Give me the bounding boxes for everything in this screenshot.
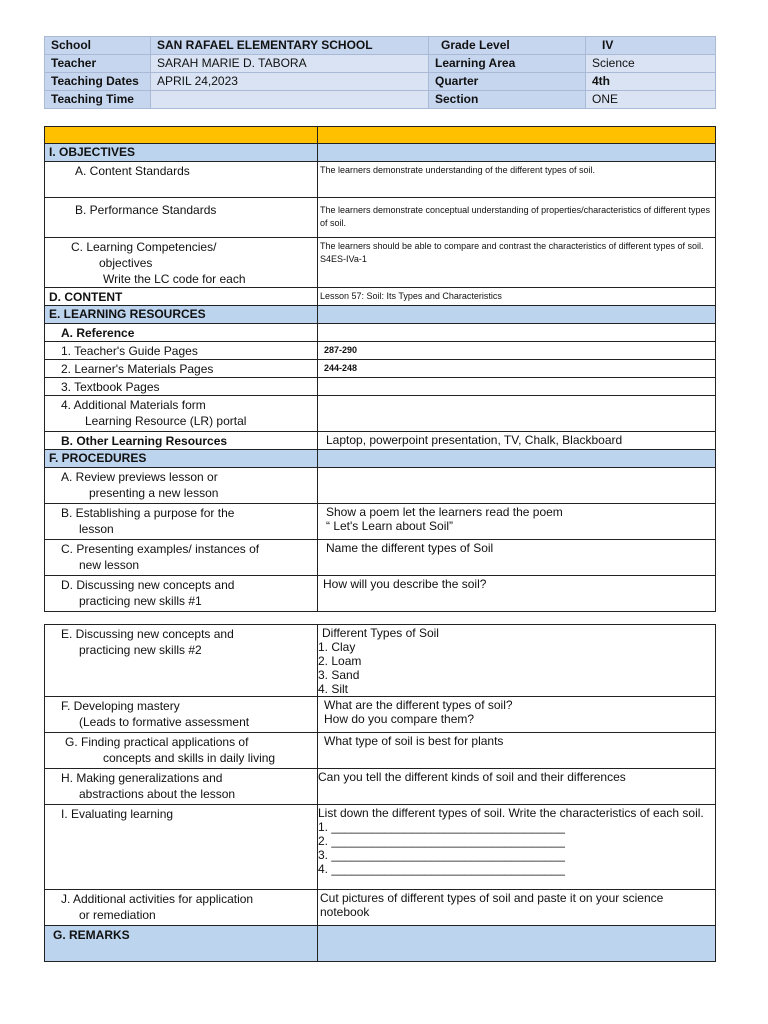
procedure-e-label xyxy=(45,625,318,697)
teacher-value: SARAH MARIE D. TABORA xyxy=(151,55,429,73)
procedure-f-row xyxy=(45,697,716,733)
procedure-j-line-1: J. Additional activities for application xyxy=(61,892,254,906)
learners-materials-value: 244-248 xyxy=(318,360,716,378)
learners-materials-label: 2. Learner's Materials Pages xyxy=(45,360,318,378)
procedure-b-value xyxy=(318,504,716,540)
procedure-g-row xyxy=(45,733,716,769)
soil-type-item: 1. Clay xyxy=(318,640,356,654)
header-row-school xyxy=(45,37,716,55)
content-value: Lesson 57: Soil: Its Types and Characteristics xyxy=(318,288,716,306)
procedure-e-line-1: E. Discussing new concepts and xyxy=(61,627,234,641)
learning-competencies-row xyxy=(45,238,716,288)
content-standards-label: A. Content Standards xyxy=(45,162,318,198)
additional-materials-row xyxy=(45,396,716,432)
evaluation-instruction: List down the different types of soil. Write the characteristics of each soil. xyxy=(318,806,704,820)
procedure-f-value-line-2: How do you compare them? xyxy=(324,712,475,726)
procedure-e-value xyxy=(318,625,716,697)
teaching-time-label: Teaching Time xyxy=(45,91,151,109)
textbook-value xyxy=(318,378,716,396)
am-label-line-1: 4. Additional Materials form xyxy=(61,398,206,412)
procedure-b-line-1: B. Establishing a purpose for the xyxy=(61,506,235,520)
procedures-row xyxy=(45,450,716,468)
content-standards-row xyxy=(45,162,716,198)
header-row-teacher xyxy=(45,55,716,73)
remarks-label: G. REMARKS xyxy=(45,926,318,962)
procedure-f-value-line-1: What are the different types of soil? xyxy=(324,698,513,712)
procedure-j-line-2: or remediation xyxy=(79,908,156,922)
lc-label-line-2: objectives xyxy=(99,256,153,270)
procedure-c-row xyxy=(45,540,716,576)
teacher-label: Teacher xyxy=(45,55,151,73)
procedure-j-value: Cut pictures of different types of soil and paste it on your science notebook xyxy=(318,890,716,926)
content-label: D. CONTENT xyxy=(45,288,318,306)
evaluation-blank-line: 2. ___________________________________ xyxy=(318,834,565,848)
procedure-b-value-line-1: Show a poem let the learners read the poem xyxy=(326,505,563,519)
procedure-g-label xyxy=(45,733,318,769)
quarter-value: 4th xyxy=(586,73,716,91)
teaching-dates-label: Teaching Dates xyxy=(45,73,151,91)
procedure-h-row xyxy=(45,769,716,805)
procedure-f-line-1: F. Developing mastery xyxy=(61,699,180,713)
lc-label-line-1: C. Learning Competencies/ xyxy=(71,240,217,254)
procedure-d-label xyxy=(45,576,318,612)
learning-area-value: Science xyxy=(586,55,716,73)
content-standards-value: The learners demonstrate understanding of the different types of soil. xyxy=(318,162,716,198)
teachers-guide-value: 287-290 xyxy=(318,342,716,360)
evaluation-blank-line: 1. ___________________________________ xyxy=(318,820,565,834)
grade-level-value: IV xyxy=(586,37,716,55)
procedure-h-label xyxy=(45,769,318,805)
section-label: Section xyxy=(429,91,586,109)
procedure-g-line-1: G. Finding practical applications of xyxy=(65,735,249,749)
procedure-a-row xyxy=(45,468,716,504)
learners-materials-row xyxy=(45,360,716,378)
learning-competencies-value: The learners should be able to compare and contrast the characteristics of different types of soil. S4ES-IVa-1 xyxy=(318,238,716,288)
procedure-d-row xyxy=(45,576,716,612)
procedure-c-value: Name the different types of Soil xyxy=(318,540,716,576)
procedure-a-line-1: A. Review previews lesson or xyxy=(61,470,218,484)
procedure-a-line-2: presenting a new lesson xyxy=(89,486,219,500)
procedure-b-row xyxy=(45,504,716,540)
school-value: SAN RAFAEL ELEMENTARY SCHOOL xyxy=(151,37,429,55)
am-label-line-2: Learning Resource (LR) portal xyxy=(85,414,247,428)
procedure-e-line-2: practicing new skills #2 xyxy=(79,643,202,657)
procedure-c-line-1: C. Presenting examples/ instances of xyxy=(61,542,260,556)
procedure-d-line-2: practicing new skills #1 xyxy=(79,594,202,608)
evaluation-blank-line: 3. ___________________________________ xyxy=(318,848,565,862)
learning-resources-row xyxy=(45,306,716,324)
lesson-plan-table-1 xyxy=(44,126,716,612)
procedure-h-value: Can you tell the different kinds of soil and their differences xyxy=(318,769,716,805)
textbook-row xyxy=(45,378,716,396)
grade-level-label: Grade Level xyxy=(429,37,586,55)
textbook-label: 3. Textbook Pages xyxy=(45,378,318,396)
procedure-i-label: I. Evaluating learning xyxy=(45,805,318,890)
reference-row xyxy=(45,324,716,342)
content-row xyxy=(45,288,716,306)
procedure-b-line-2: lesson xyxy=(79,522,114,536)
procedure-g-line-2: concepts and skills in daily living xyxy=(103,751,276,765)
procedure-j-label xyxy=(45,890,318,926)
procedure-b-label xyxy=(45,504,318,540)
procedure-i-value xyxy=(318,805,716,890)
reference-label: A. Reference xyxy=(45,324,318,342)
soil-type-item: 4. Silt xyxy=(318,682,349,696)
procedure-d-line-1: D. Discussing new concepts and xyxy=(61,578,235,592)
other-resources-label: B. Other Learning Resources xyxy=(45,432,318,450)
learning-resources-title: E. LEARNING RESOURCES xyxy=(45,306,318,324)
evaluation-blank-line: 4. ___________________________________ xyxy=(318,862,565,876)
school-label: School xyxy=(45,37,151,55)
procedures-title: F. PROCEDURES xyxy=(45,450,318,468)
procedure-d-value: How will you describe the soil? xyxy=(318,576,716,612)
procedure-h-line-1: H. Making generalizations and xyxy=(61,771,223,785)
learning-area-label: Learning Area xyxy=(429,55,586,73)
performance-standards-row xyxy=(45,198,716,238)
gold-header-row xyxy=(45,127,716,144)
procedure-i-row xyxy=(45,805,716,890)
remarks-row xyxy=(45,926,716,962)
section-value: ONE xyxy=(586,91,716,109)
teachers-guide-label: 1. Teacher's Guide Pages xyxy=(45,342,318,360)
teaching-dates-value: APRIL 24,2023 xyxy=(151,73,429,91)
procedure-f-line-2: (Leads to formative assessment xyxy=(79,715,250,729)
soil-types-title: Different Types of Soil xyxy=(322,626,439,640)
quarter-label: Quarter xyxy=(429,73,586,91)
header-row-time xyxy=(45,91,716,109)
objectives-row xyxy=(45,144,716,162)
procedure-a-value xyxy=(318,468,716,504)
procedure-f-label xyxy=(45,697,318,733)
soil-type-item: 2. Loam xyxy=(318,654,362,668)
header-row-dates xyxy=(45,73,716,91)
procedure-g-value: What type of soil is best for plants xyxy=(318,733,716,769)
soil-type-item: 3. Sand xyxy=(318,668,360,682)
procedure-e-row xyxy=(45,625,716,697)
procedure-c-label xyxy=(45,540,318,576)
procedure-c-line-2: new lesson xyxy=(79,558,140,572)
procedure-b-value-line-2: “ Let's Learn about Soil” xyxy=(326,519,454,533)
procedure-f-value xyxy=(318,697,716,733)
lesson-plan-table-2 xyxy=(44,624,716,962)
learning-competencies-label xyxy=(45,238,318,288)
teaching-time-value xyxy=(151,91,429,109)
performance-standards-value: The learners demonstrate conceptual understanding of properties/characteristics of different types of soil. xyxy=(318,198,716,238)
lc-label-line-3: Write the LC code for each xyxy=(103,272,246,286)
other-resources-value: Laptop, powerpoint presentation, TV, Chalk, Blackboard xyxy=(318,432,716,450)
remarks-value xyxy=(318,926,716,962)
procedure-j-row xyxy=(45,890,716,926)
header-table xyxy=(44,36,716,109)
performance-standards-label: B. Performance Standards xyxy=(45,198,318,238)
additional-materials-value xyxy=(318,396,716,432)
additional-materials-label xyxy=(45,396,318,432)
procedure-h-line-2: abstractions about the lesson xyxy=(79,787,236,801)
objectives-title: I. OBJECTIVES xyxy=(45,144,318,162)
teachers-guide-row xyxy=(45,342,716,360)
other-resources-row xyxy=(45,432,716,450)
procedure-a-label xyxy=(45,468,318,504)
